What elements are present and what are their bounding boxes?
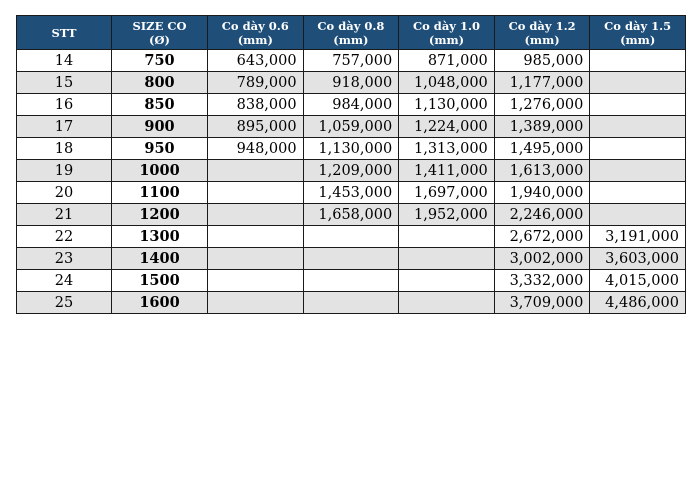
cell-size: 750: [112, 50, 208, 72]
cell-thickness-1-0: 1,697,000: [399, 182, 495, 204]
cell-thickness-1-2: 1,389,000: [494, 116, 590, 138]
cell-thickness-0-8: [303, 270, 399, 292]
cell-thickness-0-6: [208, 292, 304, 314]
cell-thickness-0-8: 1,059,000: [303, 116, 399, 138]
cell-thickness-1-5: [590, 182, 686, 204]
cell-thickness-1-2: 2,246,000: [494, 204, 590, 226]
table-row: [17, 248, 686, 270]
cell-size: 1300: [112, 226, 208, 248]
cell-thickness-0-6: [208, 182, 304, 204]
cell-thickness-0-8: 1,658,000: [303, 204, 399, 226]
cell-stt: 14: [17, 50, 112, 72]
cell-size: 1100: [112, 182, 208, 204]
cell-thickness-1-2: 1,495,000: [494, 138, 590, 160]
table-row: [17, 50, 686, 72]
cell-stt: 15: [17, 72, 112, 94]
cell-thickness-0-8: 918,000: [303, 72, 399, 94]
cell-thickness-0-6: 838,000: [208, 94, 304, 116]
cell-thickness-0-6: [208, 160, 304, 182]
table-row: [17, 160, 686, 182]
header-size: SIZE CO (Ø): [112, 16, 208, 50]
cell-thickness-0-6: 895,000: [208, 116, 304, 138]
cell-thickness-0-6: [208, 248, 304, 270]
cell-size: 1200: [112, 204, 208, 226]
header-row: [17, 16, 686, 50]
cell-thickness-1-5: [590, 50, 686, 72]
header-thickness-1-0: Co dày 1.0 (mm): [399, 16, 495, 50]
table-row: [17, 270, 686, 292]
cell-thickness-1-0: 871,000: [399, 50, 495, 72]
cell-thickness-0-8: 984,000: [303, 94, 399, 116]
cell-thickness-1-2: 3,332,000: [494, 270, 590, 292]
table-row: [17, 292, 686, 314]
cell-thickness-1-2: 1,276,000: [494, 94, 590, 116]
header-thickness-1-2: Co dày 1.2 (mm): [494, 16, 590, 50]
cell-thickness-1-5: [590, 94, 686, 116]
cell-thickness-1-5: 4,486,000: [590, 292, 686, 314]
cell-size: 800: [112, 72, 208, 94]
cell-thickness-1-5: [590, 204, 686, 226]
cell-thickness-1-0: 1,411,000: [399, 160, 495, 182]
cell-thickness-0-6: [208, 204, 304, 226]
price-table: [16, 15, 686, 314]
cell-stt: 16: [17, 94, 112, 116]
cell-thickness-1-5: 3,603,000: [590, 248, 686, 270]
cell-size: 1000: [112, 160, 208, 182]
cell-thickness-0-6: 643,000: [208, 50, 304, 72]
table-row: [17, 72, 686, 94]
cell-stt: 24: [17, 270, 112, 292]
cell-thickness-1-0: [399, 226, 495, 248]
cell-thickness-0-8: 757,000: [303, 50, 399, 72]
cell-stt: 20: [17, 182, 112, 204]
cell-thickness-1-5: [590, 72, 686, 94]
cell-thickness-1-0: [399, 270, 495, 292]
cell-stt: 18: [17, 138, 112, 160]
table-row: [17, 94, 686, 116]
cell-stt: 19: [17, 160, 112, 182]
cell-thickness-1-0: 1,048,000: [399, 72, 495, 94]
table-row: [17, 116, 686, 138]
cell-thickness-0-6: [208, 226, 304, 248]
header-thickness-0-6: Co dày 0.6 (mm): [208, 16, 304, 50]
cell-thickness-1-5: [590, 160, 686, 182]
cell-thickness-1-2: 3,002,000: [494, 248, 590, 270]
cell-thickness-0-8: 1,130,000: [303, 138, 399, 160]
cell-thickness-0-6: 948,000: [208, 138, 304, 160]
cell-thickness-1-5: 4,015,000: [590, 270, 686, 292]
cell-stt: 21: [17, 204, 112, 226]
cell-thickness-1-0: 1,952,000: [399, 204, 495, 226]
cell-thickness-1-0: 1,224,000: [399, 116, 495, 138]
table-row: [17, 226, 686, 248]
cell-size: 950: [112, 138, 208, 160]
table-row: [17, 182, 686, 204]
cell-stt: 17: [17, 116, 112, 138]
header-thickness-1-5: Co dày 1.5 (mm): [590, 16, 686, 50]
cell-thickness-0-8: [303, 226, 399, 248]
cell-thickness-0-8: 1,209,000: [303, 160, 399, 182]
table-row: [17, 204, 686, 226]
cell-thickness-0-6: [208, 270, 304, 292]
cell-stt: 25: [17, 292, 112, 314]
cell-stt: 22: [17, 226, 112, 248]
cell-thickness-1-0: 1,130,000: [399, 94, 495, 116]
cell-thickness-0-8: [303, 292, 399, 314]
cell-thickness-1-0: 1,313,000: [399, 138, 495, 160]
cell-thickness-0-8: 1,453,000: [303, 182, 399, 204]
header-thickness-0-8: Co dày 0.8 (mm): [303, 16, 399, 50]
cell-thickness-1-0: [399, 248, 495, 270]
header-stt: STT: [17, 16, 112, 50]
table-row: [17, 138, 686, 160]
cell-size: 1500: [112, 270, 208, 292]
cell-thickness-1-0: [399, 292, 495, 314]
cell-thickness-1-2: 1,177,000: [494, 72, 590, 94]
cell-size: 1600: [112, 292, 208, 314]
cell-thickness-1-2: 3,709,000: [494, 292, 590, 314]
cell-thickness-1-5: 3,191,000: [590, 226, 686, 248]
cell-thickness-0-6: 789,000: [208, 72, 304, 94]
cell-thickness-1-2: 1,613,000: [494, 160, 590, 182]
cell-size: 850: [112, 94, 208, 116]
cell-size: 1400: [112, 248, 208, 270]
cell-thickness-1-2: 1,940,000: [494, 182, 590, 204]
cell-thickness-1-5: [590, 116, 686, 138]
cell-thickness-1-5: [590, 138, 686, 160]
cell-thickness-0-8: [303, 248, 399, 270]
cell-thickness-1-2: 985,000: [494, 50, 590, 72]
cell-stt: 23: [17, 248, 112, 270]
cell-size: 900: [112, 116, 208, 138]
cell-thickness-1-2: 2,672,000: [494, 226, 590, 248]
